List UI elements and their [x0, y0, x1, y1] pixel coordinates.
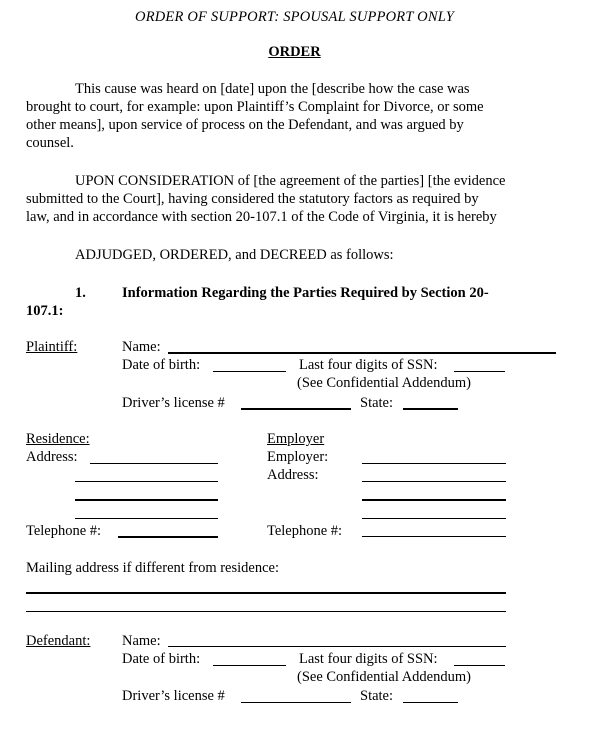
plaintiff-label: Plaintiff:: [26, 339, 78, 355]
consideration-paragraph-line: UPON CONSIDERATION of [the agreement of the parties] [the evidence: [75, 173, 506, 189]
residence-telephone-field[interactable]: [118, 536, 218, 538]
plaintiff-name-label: Name:: [122, 339, 161, 355]
employer-name-field[interactable]: [362, 463, 506, 464]
document-title: ORDER OF SUPPORT: SPOUSAL SUPPORT ONLY: [135, 9, 454, 25]
plaintiff-ssn-field[interactable]: [454, 371, 505, 372]
defendant-state-field[interactable]: [403, 702, 458, 703]
defendant-ssn-label: Last four digits of SSN:: [299, 651, 438, 667]
plaintiff-name-field[interactable]: [168, 352, 556, 354]
consideration-paragraph: [26, 172, 566, 226]
residence-address-field-3[interactable]: [75, 499, 218, 501]
employer-name-label: Employer:: [267, 449, 329, 465]
hearing-paragraph-line: counsel.: [26, 135, 74, 151]
plaintiff-state-field[interactable]: [403, 408, 458, 410]
hearing-paragraph: [26, 80, 566, 152]
mailing-address-label: Mailing address if different from residence:: [26, 560, 279, 576]
hearing-paragraph-line: This cause was heard on [date] upon the [describe how the case was: [75, 81, 470, 97]
consideration-paragraph-line: law, and in accordance with section 20-107.1 of the Code of Virginia, it is hereby: [26, 209, 497, 225]
residence-address-label: Address:: [26, 449, 78, 465]
consideration-paragraph-line: submitted to the Court], having considered the statutory factors as required by: [26, 191, 479, 207]
defendant-license-label: Driver’s license #: [122, 688, 225, 704]
section-heading: Information Regarding the Parties Required by Section 20-: [122, 285, 489, 301]
employer-address-label: Address:: [267, 467, 319, 483]
defendant-name-field[interactable]: [168, 646, 506, 647]
hearing-paragraph-line: other means], upon service of process on the Defendant, and was argued by: [26, 117, 464, 133]
defendant-license-field[interactable]: [241, 702, 351, 703]
plaintiff-state-label: State:: [360, 395, 394, 411]
defendant-dob-label: Date of birth:: [122, 651, 201, 667]
adjudged-clause: ADJUDGED, ORDERED, and DECREED as follows:: [75, 247, 394, 263]
defendant-ssn-field[interactable]: [454, 665, 505, 666]
order-heading: ORDER: [268, 44, 321, 60]
plaintiff-dob-label: Date of birth:: [122, 357, 201, 373]
plaintiff-ssn-label: Last four digits of SSN:: [299, 357, 438, 373]
employer-telephone-field[interactable]: [362, 536, 506, 537]
section-heading-continued: 107.1:: [26, 303, 64, 319]
employer-telephone-label: Telephone #:: [267, 523, 343, 539]
section-number: 1.: [75, 285, 86, 301]
defendant-state-label: State:: [360, 688, 394, 704]
residence-heading: Residence:: [26, 431, 90, 447]
mailing-address-field-2[interactable]: [26, 611, 506, 612]
residence-telephone-label: Telephone #:: [26, 523, 102, 539]
employer-address-field-3[interactable]: [362, 518, 506, 519]
employer-address-field-1[interactable]: [362, 481, 506, 482]
defendant-addendum-note: (See Confidential Addendum): [297, 669, 471, 685]
employer-heading: Employer: [267, 431, 325, 447]
mailing-address-field-1[interactable]: [26, 592, 506, 594]
defendant-dob-field[interactable]: [213, 665, 286, 666]
plaintiff-dob-field[interactable]: [213, 371, 286, 372]
plaintiff-license-label: Driver’s license #: [122, 395, 225, 411]
residence-address-field-4[interactable]: [75, 518, 218, 519]
residence-address-field-2[interactable]: [75, 481, 218, 482]
defendant-label: Defendant:: [26, 633, 91, 649]
hearing-paragraph-line: brought to court, for example: upon Plaintiff’s Complaint for Divorce, or some: [26, 99, 484, 115]
residence-address-field-1[interactable]: [90, 463, 218, 464]
employer-address-field-2[interactable]: [362, 499, 506, 501]
plaintiff-license-field[interactable]: [241, 408, 351, 410]
defendant-name-label: Name:: [122, 633, 161, 649]
plaintiff-addendum-note: (See Confidential Addendum): [297, 375, 471, 391]
